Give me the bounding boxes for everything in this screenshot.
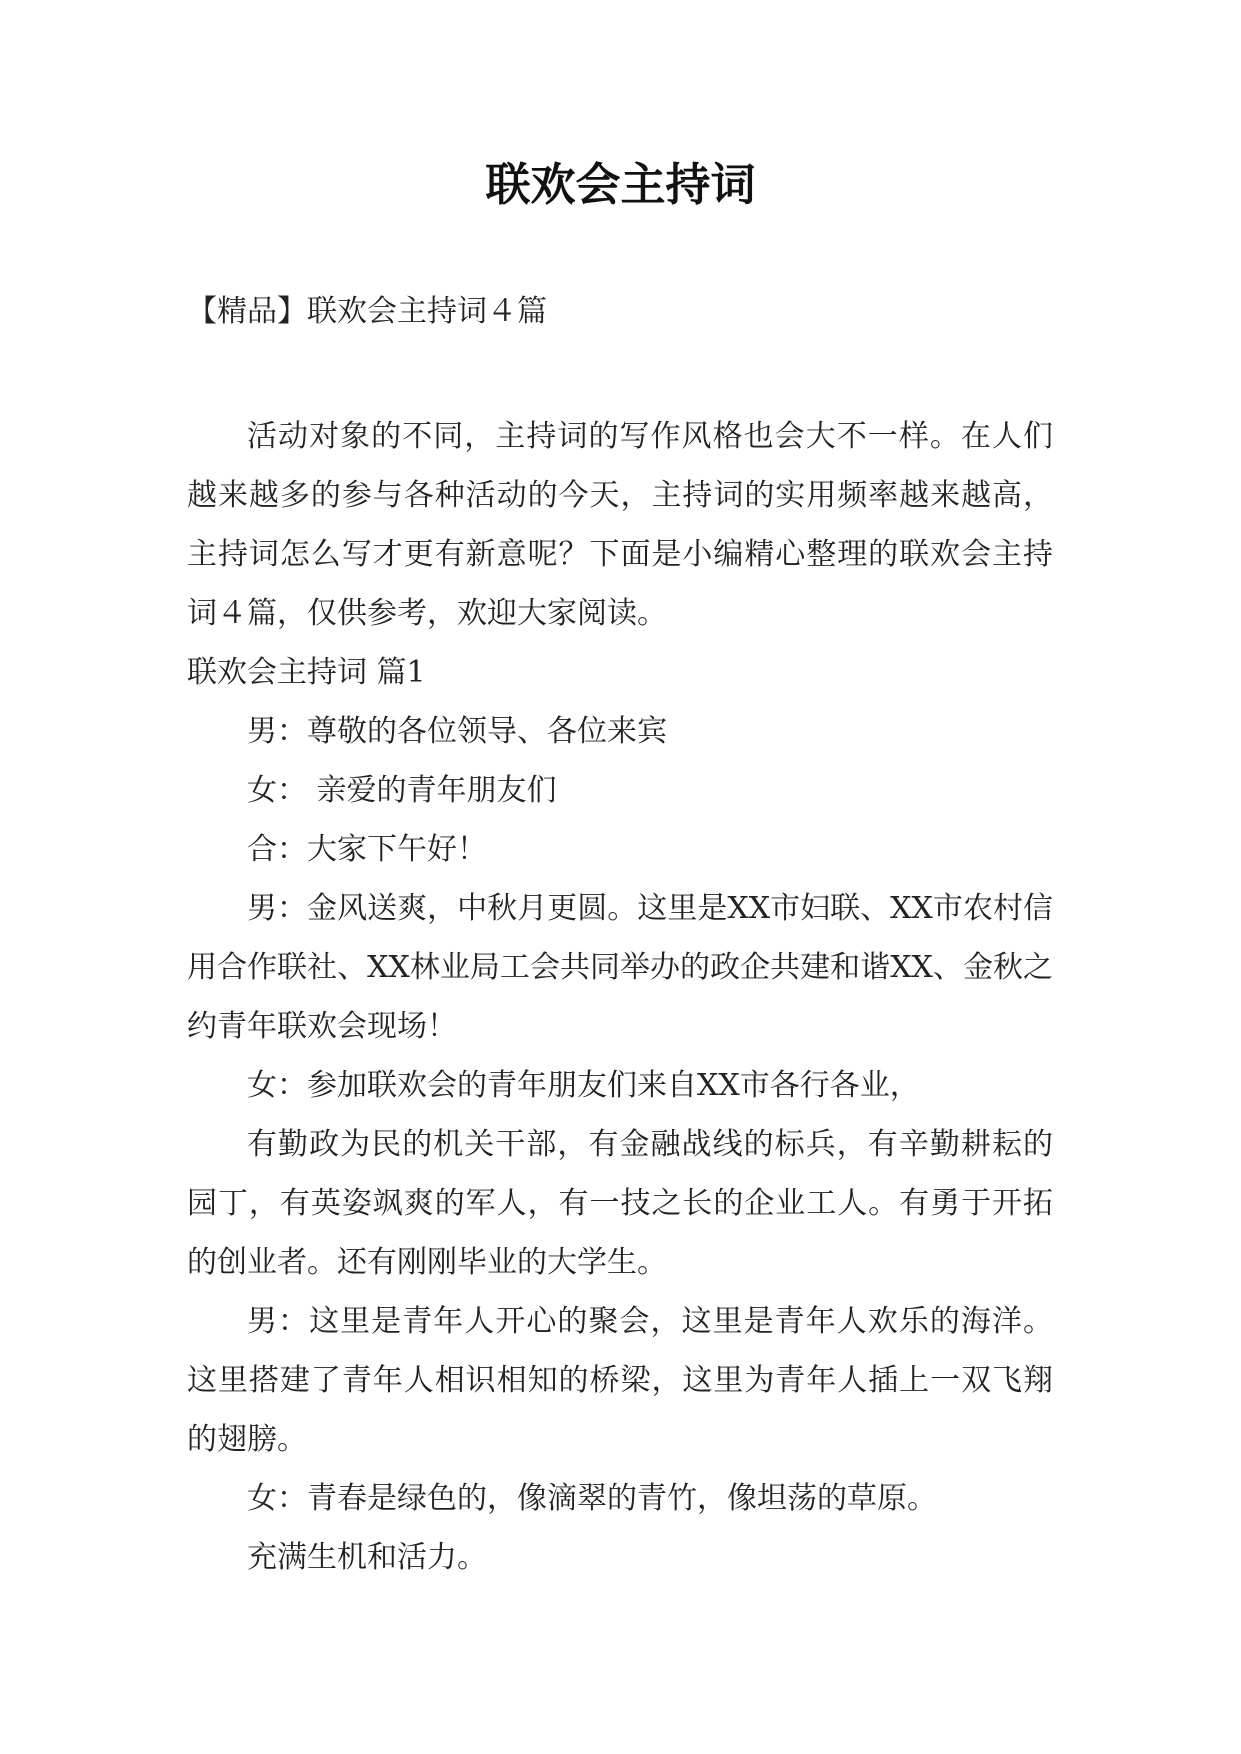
paragraph: 女：参加联欢会的青年朋友们来自XX市各行各业， [247, 1068, 920, 1103]
paragraph: 男：尊敬的各位领导、各位来宾 [247, 714, 667, 749]
paragraph: 男：金风送爽，中秋月更圆。这里是XX市妇联、XX市农村信用合作联社、XX林业局工会共同举办的政企共建和谐XX、金秋之约青年联欢会现场！ [187, 891, 1053, 1044]
document-subtitle: 【精品】联欢会主持词４篇 [187, 294, 547, 329]
document-body [187, 407, 1053, 1587]
paragraph: 女：青春是绿色的，像滴翠的青竹，像坦荡的草原。 [247, 1481, 937, 1516]
section-heading: 联欢会主持词 篇1 [187, 655, 426, 690]
paragraph: 有勤政为民的机关干部，有金融战线的标兵，有辛勤耕耘的园丁，有英姿飒爽的军人，有一技之长的企业工人。有勇于开拓的创业者。还有刚刚毕业的大学生。 [187, 1127, 1053, 1280]
paragraph: 充满生机和活力。 [247, 1540, 487, 1575]
paragraph: 男：这里是青年人开心的聚会，这里是青年人欢乐的海洋。这里搭建了青年人相识相知的桥梁，这里为青年人插上一双飞翔的翅膀。 [187, 1304, 1053, 1457]
document-title: 联欢会主持词 [485, 158, 756, 211]
paragraph: 活动对象的不同，主持词的写作风格也会大不一样。在人们越来越多的参与各种活动的今天，主持词的实用频率越来越高，主持词怎么写才更有新意呢？下面是小编精心整理的联欢会主持词４篇，仅供参考，欢迎大家阅读。 [187, 419, 1053, 631]
paragraph: 女： 亲爱的青年朋友们 [247, 773, 557, 808]
paragraph: 合：大家下午好！ [247, 832, 487, 867]
